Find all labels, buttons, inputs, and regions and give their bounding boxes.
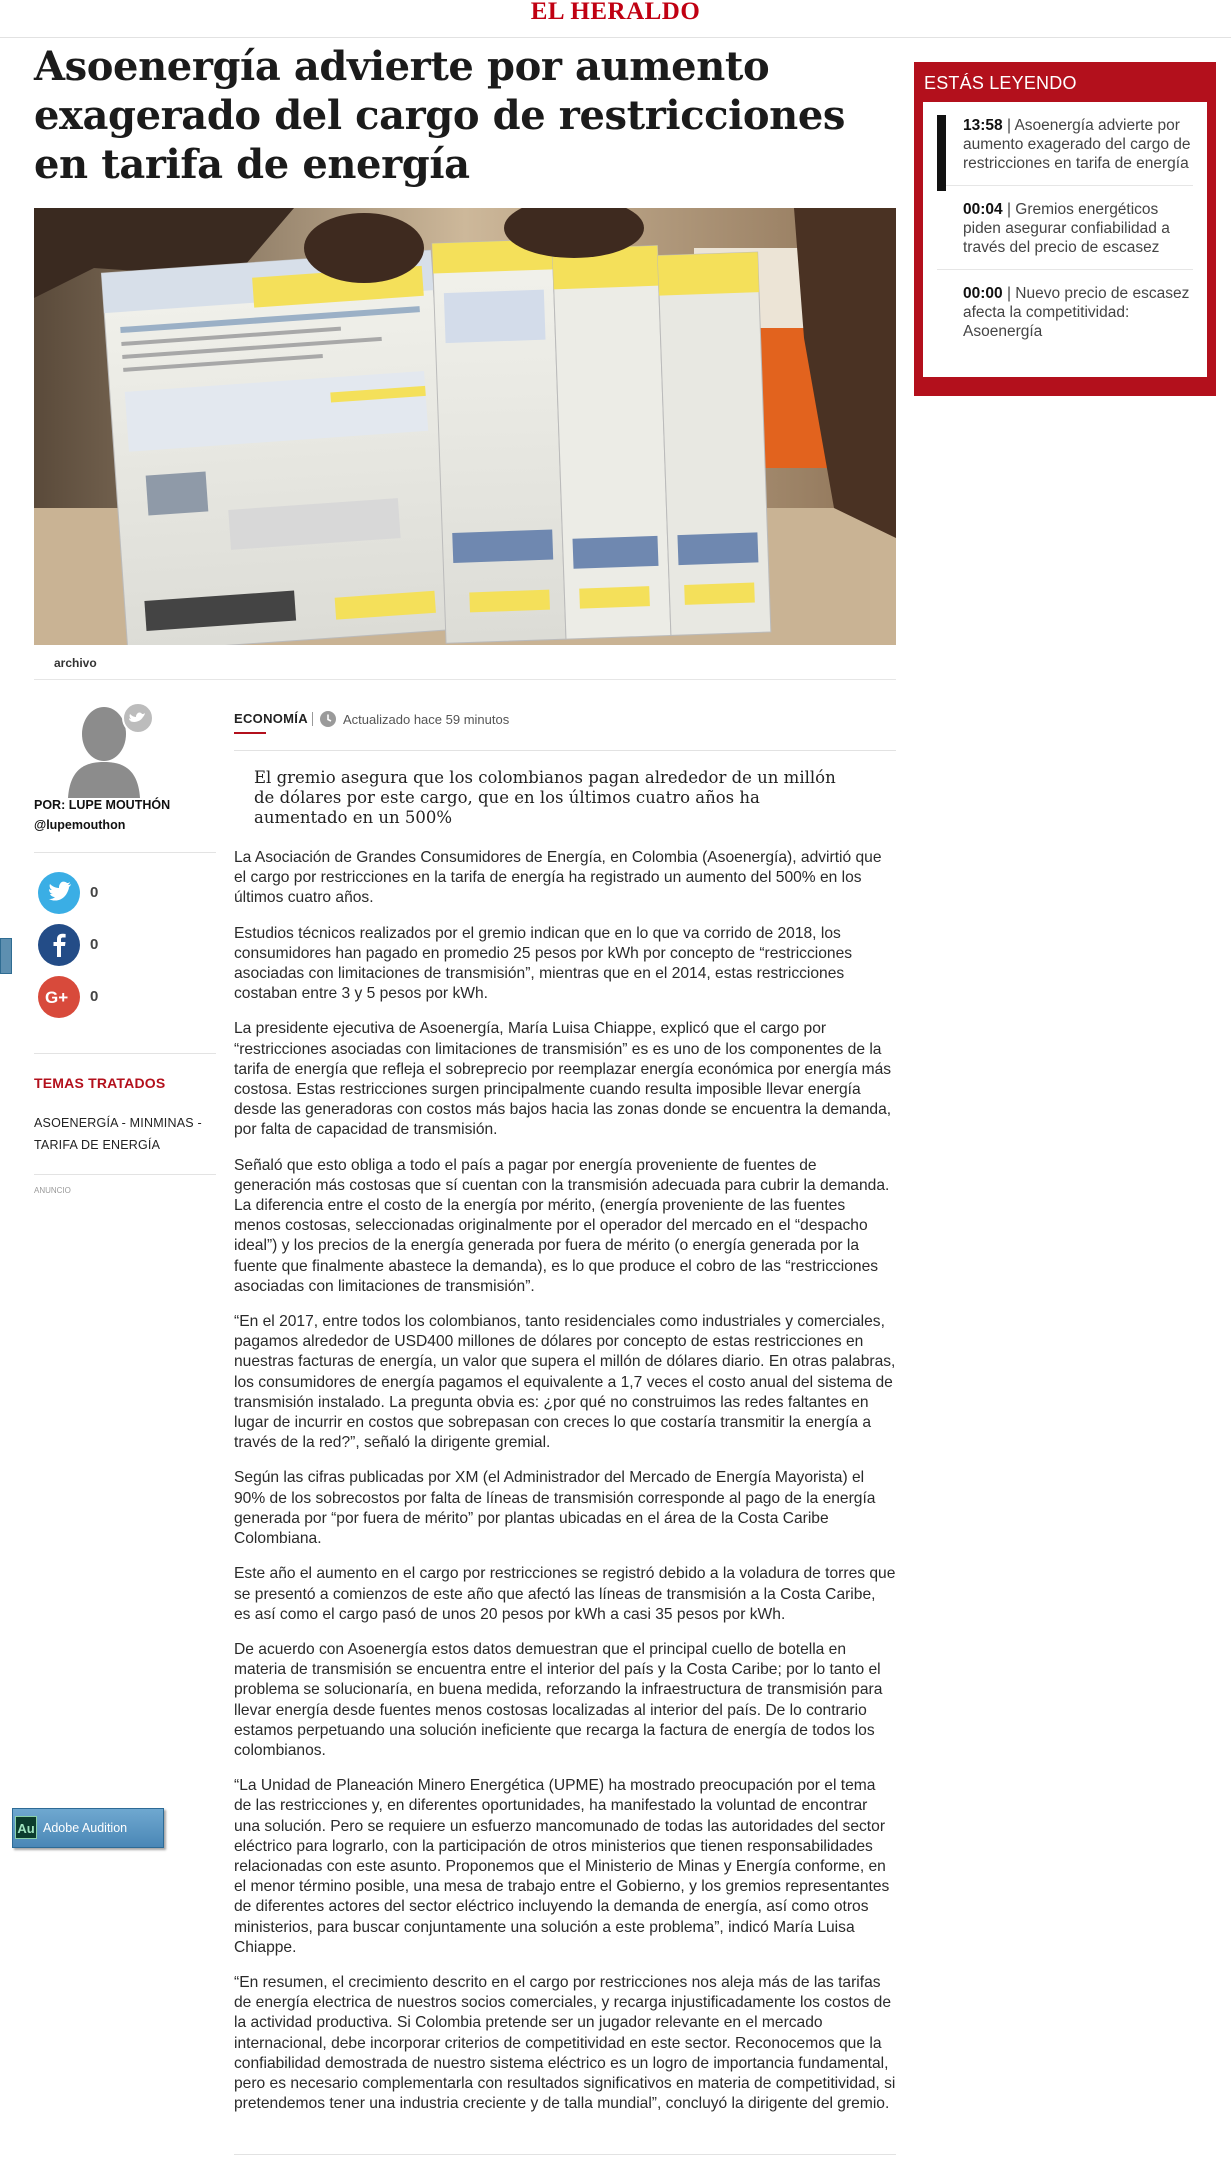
article-paragraph: De acuerdo con Asoenergía estos datos demuestran que el principal cuello de botella en materia de transmisión se encuentra entre el interior del país y la Costa Caribe; por lo tanto el problema se solucionaría, en buena medida, reforzando la infraestructura de transmisión para llevar energía desde fuentes menos costosas localizadas al interior del país. De lo contrario estamos perpetuando una solución ineficiente que recarga la factura de energía de todos los colombianos. (234, 1640, 883, 1759)
reading-item[interactable]: 00:04 | Gremios energéticos piden asegurar confiabilidad a través del precio de escasez (937, 186, 1193, 270)
reading-item[interactable]: 13:58 | Asoenergía advierte por aumento exagerado del cargo de restricciones en tarifa de energía (937, 102, 1193, 186)
reading-item-time: 00:04 (963, 201, 1003, 218)
share-facebook[interactable] (38, 924, 198, 968)
share-twitter[interactable] (38, 872, 198, 916)
topics-divider (34, 1174, 216, 1175)
author-divider (34, 852, 216, 853)
share-count: 0 (90, 884, 99, 901)
social-divider (34, 1053, 216, 1054)
clock-icon (320, 711, 336, 727)
share-count: 0 (90, 988, 99, 1005)
share-count: 0 (90, 936, 99, 953)
article-paragraph: Según las cifras publicadas por XM (el Administrador del Mercado de Energía Mayorista) el 90% de los sobrecostos por falta de líneas de transmisión corresponde al pago de la energía generada por “por fuera de mérito” por plantas ubicadas en el área de la Costa Caribe Colombiana. (234, 1469, 876, 1548)
article-headline: Asoenergía advierte por aumento exagerado del cargo de restricciones en tarifa de energía (34, 43, 846, 188)
svg-text:G+: G+ (45, 988, 69, 1007)
site-header (0, 0, 1231, 38)
site-logo[interactable]: EL HERALDO (530, 0, 701, 25)
author-twitter-icon[interactable] (123, 703, 152, 733)
section-underline (234, 732, 266, 734)
audition-app-icon: Au (15, 1816, 37, 1839)
meta-separator (312, 712, 313, 726)
article-end-divider (234, 2154, 896, 2155)
article-paragraph: Este año el aumento en el cargo por restricciones se registró debido a la voladura de torres que se presentó a comienzos de este año que afectó las líneas de transmisión a la Costa Caribe, es así como el cargo pasó de unos 20 pesos por kWh a casi 35 pesos por kWh. (234, 1565, 896, 1623)
article-lead: El gremio asegura que los colombianos pagan alrededor de un millón de dólares por este cargo, que en los últimos cuatro años ha aumentado en un 500% (254, 768, 836, 827)
article-paragraph: Señaló que esto obliga a todo el país a pagar por energía proveniente de fuentes de generación más costosas que sí cuentan con la transmisión adecuada para cubrir la demanda. La diferencia entre el costo de la energía por mérito, (energía proveniente de las fuentes menos costosas, seleccionadas originalmente por el operador del mercado en el “despacho ideal”) y los precios de la energía generada por fuera de mérito (o energía generada por la fuente que finalmente abastece la demanda), es lo que produce el cobro de las “restricciones asociadas con limitaciones de transmisión”. (234, 1156, 890, 1295)
hero-image (34, 208, 896, 645)
twitter-icon[interactable] (38, 872, 80, 914)
reading-now-widget (914, 62, 1216, 396)
reading-item-time: 00:00 (963, 285, 1003, 302)
author-name[interactable]: POR: LUPE MOUTHÓN (34, 798, 171, 812)
reading-item-time: 13:58 (963, 117, 1003, 134)
image-caption-row (34, 645, 896, 680)
reading-now-title: ESTÁS LEYENDO (924, 73, 1077, 93)
author-handle[interactable]: @lupemouthon (34, 818, 126, 832)
reading-item-title[interactable]: Asoenergía advierte por aumento exagerado del cargo de restricciones en tarifa de energía (963, 117, 1191, 172)
reading-item[interactable]: 00:00 | Nuevo precio de escasez afecta la competitividad: Asoenergía (963, 285, 1190, 340)
article-paragraph: Estudios técnicos realizados por el gremio indican que en lo que va corrido de 2018, los consumidores han pagado en promedio 25 pesos por kWh por concepto de “restricciones asociadas con limitaciones de transmisión”, mientras que en el 2014, estas restricciones costaban entre 3 y 5 pesos por kWh. (234, 924, 853, 1003)
author-avatar (60, 702, 152, 798)
updated-time: Actualizado hace 59 minutos (343, 712, 510, 727)
article-paragraph: “La Unidad de Planeación Minero Energética (UPME) ha mostrado preocupación por el tema de las restricciones y, en diferentes oportunidades, ha manifestado la voluntad de encontrar una solución. Pero se requiere un esfuerzo mancomunado de todas las autoridades del sector eléctrico para lograrlo, con la participación de otros ministerios que tienen responsabilidades relacionadas con este asunto. Proponemos que el Ministerio de Minas y Energía conforme, en el menor término posible, una mesa de trabajo entre el Gobierno, y los gremios representantes de diferentes actores del sector eléctrico incluyendo la demanda de energía, así como otros ministerios, para buscar conjuntamente una solución a este problema”, indicó María Luisa Chiappe. (234, 1777, 890, 1956)
article-paragraph: La Asociación de Grandes Consumidores de Energía, en Colombia (Asoenergía), advirtió que el cargo por restricciones en la tarifa de energía ha registrado un aumento del 500% en los últimos cuatro años. (234, 849, 882, 907)
image-caption: archivo (54, 656, 97, 670)
side-floating-tab[interactable] (0, 938, 12, 974)
adobe-audition-taskbar-button[interactable] (12, 1808, 164, 1848)
article-body (234, 848, 896, 2129)
share-googleplus[interactable] (38, 976, 198, 1020)
reading-item-title[interactable]: Nuevo precio de escasez afecta la competitividad: Asoenergía (963, 285, 1190, 340)
topics-title: TEMAS TRATADOS (34, 1075, 166, 1091)
topics-links[interactable]: ASOENERGÍA - MINMINAS - TARIFA DE ENERGÍA (34, 1116, 202, 1152)
googleplus-icon[interactable] (38, 976, 80, 1018)
article-paragraph: “En resumen, el crecimiento descrito en el cargo por restricciones nos aleja más de las tarifas de energía electrica de nuestros socios comerciales, y recarga injustificadamente los costos de la actividad productiva. Si Colombia pretende ser un jugador relevante en el mercado internacional, debe incorporar criterios de competitividad en este sector. Reconocemos que la confiabilidad demostrada de nuestro sistema eléctrico es un logro de importancia fundamental, pero es necesario complementarla con resultados significativos en materia de competitividad, si pretendemos tener una industria creciente y de talla mundial”, concluyó la dirigente del gremio. (234, 1973, 896, 2113)
facebook-icon[interactable] (38, 924, 80, 966)
ad-label: ANUNCIO (34, 1186, 71, 1195)
reading-now-list (923, 102, 1207, 377)
article-paragraph: “En el 2017, entre todos los colombianos, tanto residenciales como industriales y comerciales, pagamos alrededor de USD400 millones de dólares por concepto de estas restricciones en nuestras facturas de energía, un valor que supera el millón de dólares diario. En otras palabras, los consumidores de energía pagamos el equivalente a 1,7 veces el costo anual del sistema de transmisión instalado. La pregunta obvia es: ¿por qué no construimos las redes faltantes en lugar de incurrir en costos que sobrepasan con creces lo que costaría transmitir la energía a través de la red?”, señaló la dirigente gremial. (234, 1313, 896, 1452)
article-paragraph: La presidente ejecutiva de Asoenergía, María Luisa Chiappe, explicó que el cargo por “restricciones asociadas con limitaciones de transmisión” es es uno de los componentes de la tarifa de energía que refleja el sobreprecio por reemplazar energía económica por energía más costosa. Estas restricciones surgen principalmente cuando resulta imposible llevar energía desde las generadoras con costos más bajos hacia las zonas donde se encuentra la demanda, por falta de capacidad de transmisión. (234, 1020, 892, 1139)
section-label[interactable]: ECONOMÍA (234, 711, 308, 726)
meta-divider (234, 750, 896, 751)
audition-app-label: Adobe Audition (43, 1821, 128, 1835)
reading-item-title[interactable]: Gremios energéticos piden asegurar confiabilidad a través del precio de escasez (963, 201, 1170, 256)
